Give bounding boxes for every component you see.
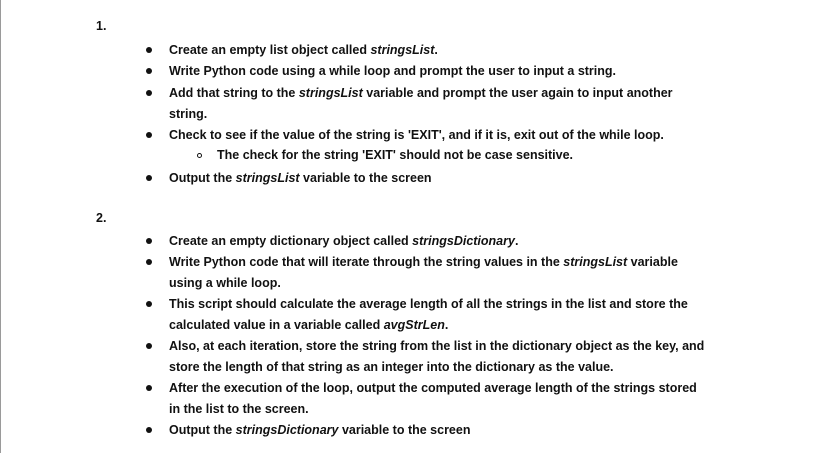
q1-b1-suffix: .: [434, 43, 438, 57]
q2-bullet-4: [169, 336, 729, 378]
q1-b5-emphasis: stringsList: [235, 171, 300, 185]
q2-b4-line-1: Also, at each iteration, store the string from the list in the dictionary object as the key, and: [169, 339, 705, 353]
q1-b3-suffix: variable and prompt the user again to input another: [362, 86, 673, 100]
q2-b3-emphasis: avgStrLen: [383, 318, 445, 332]
q1-b3-line-2: string.: [169, 107, 208, 121]
q2-bullet-5: [169, 378, 729, 420]
q1-bullet-3: [169, 83, 729, 125]
q2-bullet-3: [169, 294, 729, 336]
q1-b1-emphasis: stringsList: [370, 43, 435, 57]
question-1-number: 1.: [96, 19, 107, 33]
bullet-icon: [146, 47, 152, 53]
q2-b1-suffix: .: [514, 234, 519, 248]
q2-b6-suffix: variable to the screen: [338, 423, 471, 437]
q2-b1-emphasis: stringsDictionary: [412, 234, 515, 248]
q2-b2-suffix: variable: [627, 255, 678, 269]
q2-b2-emphasis: stringsList: [563, 255, 628, 269]
bullet-icon: [146, 132, 152, 138]
bullet-icon: [146, 427, 152, 433]
q1-bullet-4-sub: The check for the string 'EXIT' should not be case sensitive.: [217, 148, 574, 162]
q1-b5-suffix: variable to the screen: [299, 171, 432, 185]
q2-b4-line-2: store the length of that string as an integer into the dictionary as the value.: [169, 360, 614, 374]
q1-b5-text: Output the: [169, 171, 236, 185]
q1-bullet-4: Check to see if the value of the string is 'EXIT', and if it is, exit out of the while loop.: [169, 128, 664, 142]
sub-bullet-icon: [197, 153, 202, 158]
q2-b1-text: Create an empty dictionary object called: [169, 234, 413, 248]
bullet-icon: [146, 259, 152, 265]
q2-b3-line-1: This script should calculate the average length of all the strings in the list and store the: [169, 297, 688, 311]
bullet-icon: [146, 343, 152, 349]
q1-bullet-5: [169, 168, 729, 189]
q2-b2-text: Write Python code that will iterate through the string values in the: [169, 255, 564, 269]
bullet-icon: [146, 175, 152, 181]
bullet-icon: [146, 238, 152, 244]
q2-b5-line-2: in the list to the screen.: [169, 402, 309, 416]
q1-b1-text: Create an empty list object called: [169, 43, 371, 57]
q2-b6-text: Output the: [169, 423, 236, 437]
q2-b2-line-2: using a while loop.: [169, 276, 281, 290]
bullet-icon: [146, 90, 152, 96]
q1-b3-text: Add that string to the: [169, 86, 299, 100]
q2-b6-emphasis: stringsDictionary: [235, 423, 339, 437]
q1-bullet-2: Write Python code using a while loop and prompt the user to input a string.: [169, 64, 617, 78]
q2-b3-text: calculated value in a variable called: [169, 318, 384, 332]
q1-bullet-1: [169, 40, 729, 61]
q1-b3-emphasis: stringsList: [298, 86, 363, 100]
bullet-icon: [146, 301, 152, 307]
q2-bullet-1: [169, 231, 729, 252]
q2-b3-suffix: .: [444, 318, 449, 332]
q2-bullet-6: [169, 420, 729, 441]
q2-b5-line-1: After the execution of the loop, output the computed average length of the strings stored: [169, 381, 697, 395]
q2-bullet-2: [169, 252, 729, 294]
bullet-icon: [146, 68, 152, 74]
bullet-icon: [146, 385, 152, 391]
question-2-number: 2.: [96, 211, 107, 225]
